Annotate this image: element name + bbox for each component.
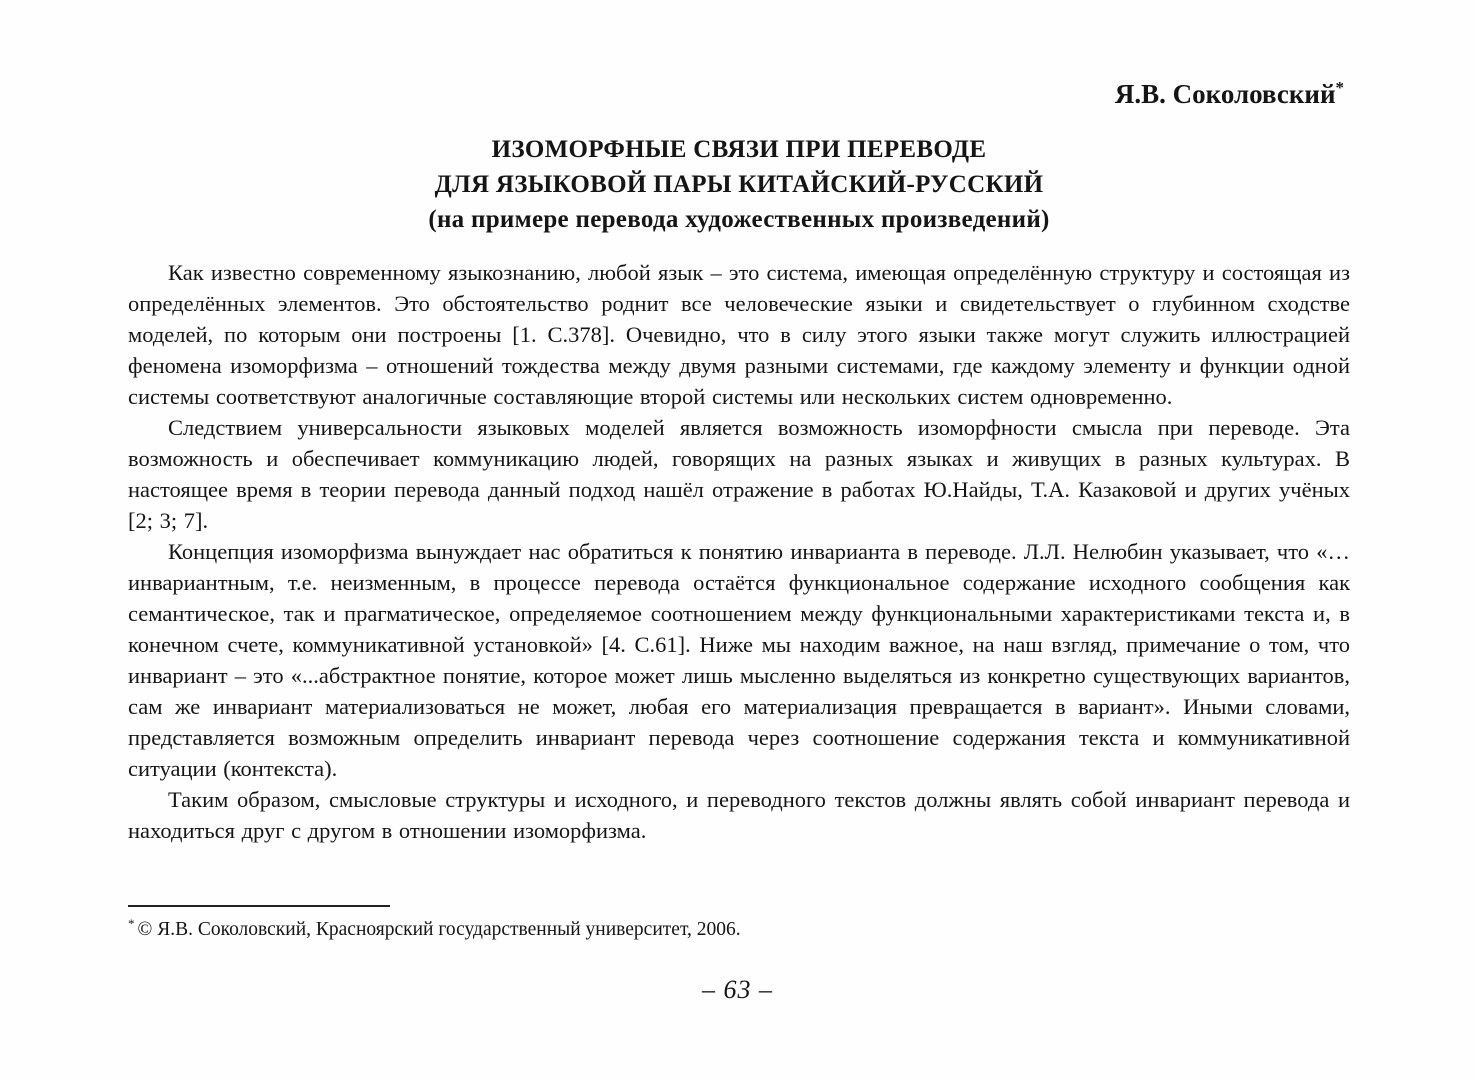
- paragraph-4: Таким образом, смысловые структуры и исходного, и переводного текстов должны являть собой инвариант перевода и находиться друг с другом в отношении изоморфизма.: [128, 787, 1350, 843]
- title-line-3: (на примере перевода художественных произведений): [428, 206, 1050, 233]
- footnote-content: © Я.В. Соколовский, Красноярский государственный университет, 2006.: [137, 919, 741, 940]
- paragraph-2: Следствием универсальности языковых моделей является возможность изоморфности смысла при переводе. Эта возможность и обеспечивает коммуникацию людей, говорящих на разных языках и живущих в разных культурах. В настоящее время в теории перевода данный подход нашёл отражение в работах Ю.Найды, Т.А. Казаковой и других учёных [2; 3; 7].: [128, 415, 1350, 533]
- author-name: Я.В. Соколовский: [1114, 79, 1336, 109]
- footnote-text: [128, 917, 1350, 943]
- author-line: [128, 78, 1350, 110]
- body-text: [128, 257, 1350, 846]
- title-line-2: ДЛЯ ЯЗЫКОВОЙ ПАРЫ КИТАЙСКИЙ-РУССКИЙ: [434, 171, 1044, 198]
- page-content: [128, 78, 1350, 846]
- author-footnote-marker: *: [1335, 78, 1344, 97]
- footnote-marker: *: [128, 915, 135, 931]
- page-number: – 63 –: [702, 975, 773, 1004]
- paragraph-3: Концепция изоморфизма вынуждает нас обратиться к понятию инварианта в переводе. Л.Л. Нелюбин указывает, что «…инвариантным, т.е. неизменным, в процессе перевода остаётся функциональное содержание исходного сообщения как семантическое, так и прагматическое, определяемое соотношением между функциональными характеристиками текста и, в конечном счете, коммуникативной установкой» [4. С.61]. Ниже мы находим важное, на наш взгляд, примечание о том, что инвариант – это «...абстрактное понятие, которое может лишь мысленно выделяться из конкретно существующих вариантов, сам же инвариант материализоваться не может, любая его материализация превращается в вариант». Иными словами, представляется возможным определить инвариант перевода через соотношение содержания текста и коммуникативной ситуации (контекста).: [128, 539, 1350, 781]
- footnote-separator: [128, 905, 390, 907]
- paper-title: [128, 132, 1350, 237]
- paragraph-1: Как известно современному языкознанию, любой язык – это система, имеющая определённую структуру и состоящая из определённых элементов. Это обстоятельство роднит все человеческие языки и свидетельствует о глубинном сходстве моделей, по которым они построены [1. С.378]. Очевидно, что в силу этого языки также могут служить иллюстрацией феномена изоморфизма – отношений тождества между двумя разными системами, где каждому элементу и функции одной системы соответствуют аналогичные составляющие второй системы или нескольких систем одновременно.: [128, 260, 1350, 409]
- title-line-1: ИЗОМОРФНЫЕ СВЯЗИ ПРИ ПЕРЕВОДЕ: [491, 136, 987, 163]
- footnote-area: [128, 905, 1350, 943]
